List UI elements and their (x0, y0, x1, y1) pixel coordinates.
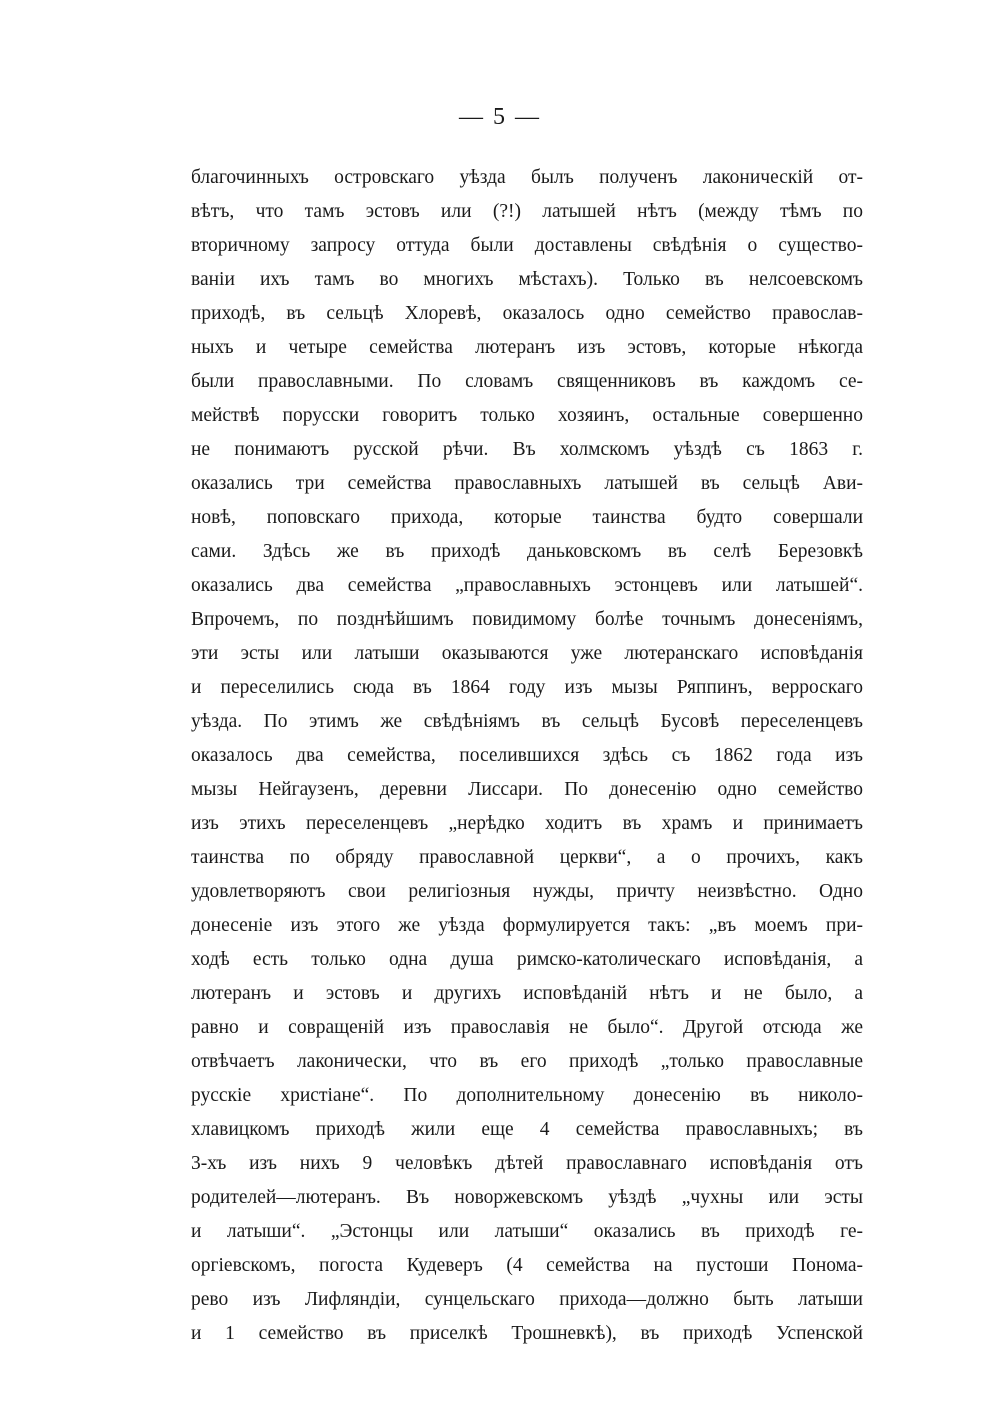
text-line: родителей—лютеранъ. Въ новоржевскомъ уѣздѣ „чухны или эсты (191, 1187, 863, 1208)
text-line: отвѣчаетъ лаконически, что въ его приходѣ „только православные (191, 1051, 863, 1072)
text-line: вторичному запросу оттуда были доставлены свѣдѣнія о существо- (191, 235, 863, 256)
text-line: благочинныхъ островскаго уѣзда былъ полученъ лаконическій от- (191, 167, 863, 188)
page-number: — 5 — (459, 104, 541, 130)
text-line: приходѣ, въ сельцѣ Хлоревѣ, оказалось одно семейство православ- (191, 303, 863, 324)
text-line: сами. Здѣсь же въ приходѣ даньковскомъ въ селѣ Березовкѣ (191, 541, 863, 562)
text-line: лютеранъ и эстовъ и другихъ исповѣданій нѣтъ и не было, а (191, 983, 863, 1004)
text-line: таинства по обряду православной церкви“, а о прочихъ, какъ (191, 847, 863, 868)
text-line: и латыши“. „Эстонцы или латыши“ оказались въ приходѣ ге- (191, 1221, 863, 1242)
text-line: хлавицкомъ приходѣ жили еще 4 семейства православныхъ; въ (191, 1119, 863, 1140)
text-line: оказалось два семейства, поселившихся здѣсь съ 1862 года изъ (191, 745, 863, 766)
text-line: ваніи ихъ тамъ во многихъ мѣстахъ). Только въ нелсоевскомъ (191, 269, 863, 290)
text-line: ходѣ есть только одна душа римско-католическаго исповѣданія, а (191, 949, 863, 970)
body-text (191, 161, 863, 1351)
text-line: были православными. По словамъ священниковъ въ каждомъ се- (191, 371, 863, 392)
text-line: не понимаютъ русской рѣчи. Въ холмскомъ уѣздѣ съ 1863 г. (191, 439, 863, 460)
text-line: оказались три семейства православныхъ латышей въ сельцѣ Ави- (191, 473, 863, 494)
text-line: 3-хъ изъ нихъ 9 человѣкъ дѣтей православнаго исповѣданія отъ (191, 1153, 863, 1174)
text-line: ныхъ и четыре семейства лютеранъ изъ эстовъ, которые нѣкогда (191, 337, 863, 358)
text-line: оказались два семейства „православныхъ эстонцевъ или латышей“. (191, 575, 863, 596)
text-line: рево изъ Лифляндіи, сунцельскаго прихода—должно быть латыши (191, 1289, 863, 1310)
text-line: оргіевскомъ, погоста Кудеверъ (4 семейства на пустоши Понома- (191, 1255, 863, 1276)
text-line: донесеніе изъ этого же уѣзда формулируется такъ: „въ моемъ при- (191, 915, 863, 936)
text-line: мействѣ порусски говоритъ только хозяинъ, остальные совершенно (191, 405, 863, 426)
text-line: изъ этихъ переселенцевъ „нерѣдко ходитъ въ храмъ и принимаетъ (191, 813, 863, 834)
text-line: и 1 семейство въ приселкѣ Трошневкѣ), въ приходѣ Успенской (191, 1323, 863, 1344)
text-line: вѣтъ, что тамъ эстовъ или (?!) латышей нѣтъ (между тѣмъ по (191, 201, 863, 222)
text-line: и переселились сюда въ 1864 году изъ мызы Ряппинъ, верроскаго (191, 677, 863, 698)
text-line: удовлетворяютъ свои религіозныя нужды, причту неизвѣстно. Одно (191, 881, 863, 902)
text-line: уѣзда. По этимъ же свѣдѣніямъ въ сельцѣ Бусовѣ переселенцевъ (191, 711, 863, 732)
text-line: русскіе христіане“. По дополнительному донесенію въ николо- (191, 1085, 863, 1106)
text-line: мызы Нейгаузенъ, деревни Лиссари. По донесенію одно семейство (191, 779, 863, 800)
text-line: равно и совращеній изъ православія не было“. Другой отсюда же (191, 1017, 863, 1038)
text-line: Впрочемъ, по позднѣйшимъ повидимому болѣе точнымъ донесеніямъ, (191, 609, 863, 630)
text-line: новѣ, поповскаго прихода, которые таинства будто совершали (191, 507, 863, 528)
text-line: эти эсты или латыши оказываются уже лютеранскаго исповѣданія (191, 643, 863, 664)
